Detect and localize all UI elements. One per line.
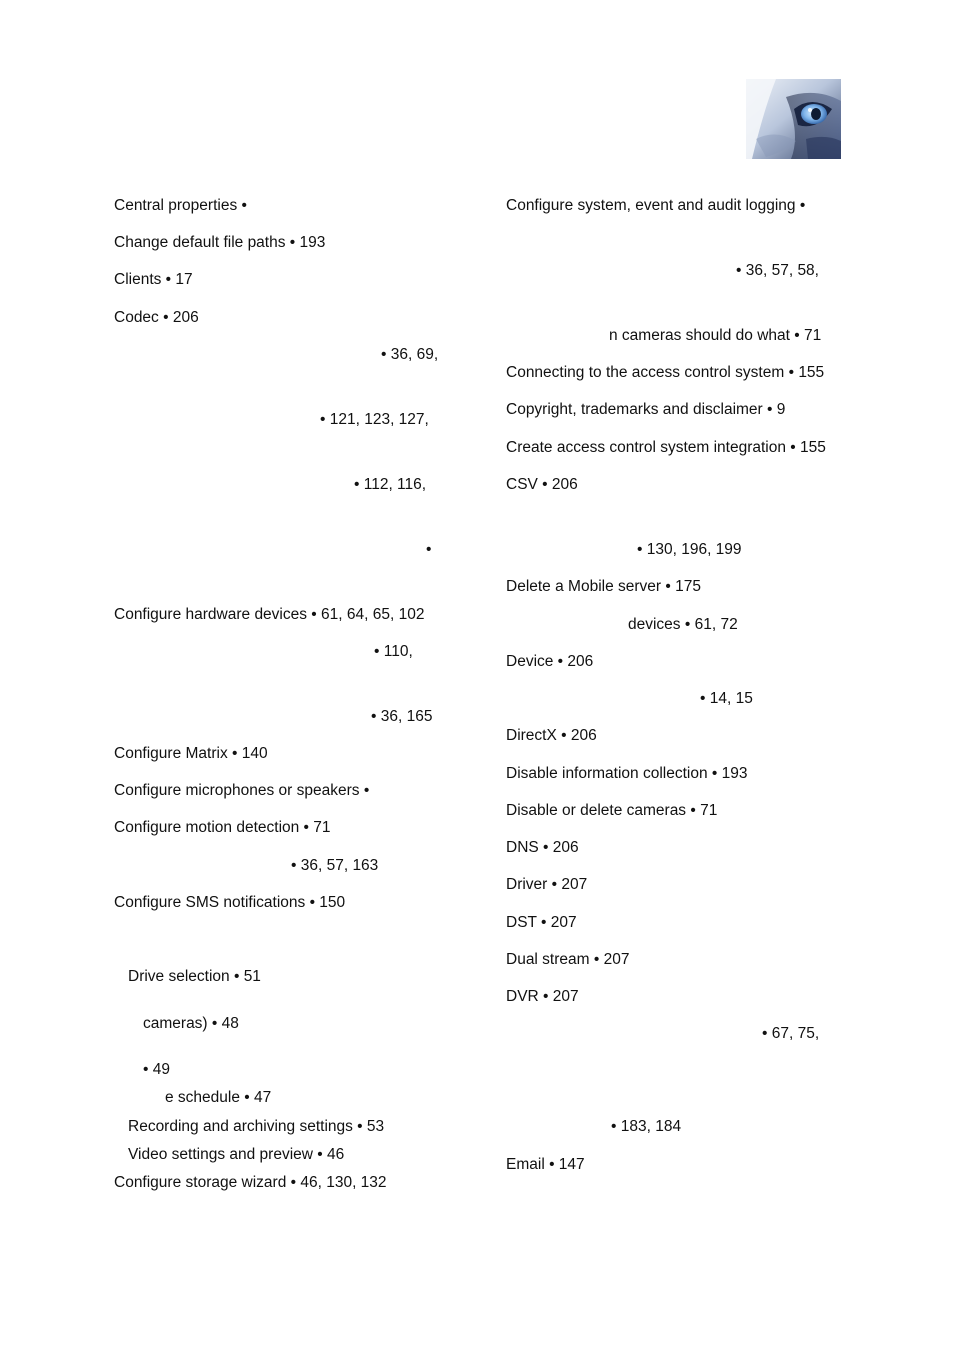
left-index-entry: Drive selection • 51 — [128, 968, 261, 985]
left-index-entry: Change default file paths • 193 — [114, 234, 326, 251]
left-index-entry: Video settings and preview • 46 — [128, 1146, 345, 1163]
right-index-entry: Copyright, trademarks and disclaimer • 9 — [506, 401, 786, 418]
right-index-entry: Dual stream • 207 — [506, 951, 630, 968]
right-index-entry: DirectX • 206 — [506, 727, 597, 744]
left-index-entry: Codec • 206 — [114, 309, 199, 326]
right-index-entry: Create access control system integration • 155 — [506, 439, 826, 456]
right-index-entry: DST • 207 — [506, 914, 577, 931]
right-index-entry: Delete a Mobile server • 175 — [506, 578, 701, 595]
right-index-entry: Configure system, event and audit logging • — [506, 197, 806, 214]
right-index-entry: • 183, 184 — [611, 1118, 682, 1135]
right-index-entry: Disable or delete cameras • 71 — [506, 802, 718, 819]
left-index-entry: • 36, 57, 163 — [291, 857, 379, 874]
left-index-entry: Configure motion detection • 71 — [114, 819, 331, 836]
left-index-entry: • 36, 165 — [371, 708, 433, 725]
left-index-entry: • 121, 123, 127, — [320, 411, 429, 428]
right-index-entry: • 14, 15 — [700, 690, 753, 707]
right-index-entry: • 67, 75, — [762, 1025, 820, 1042]
right-index-entry: Connecting to the access control system • 155 — [506, 364, 825, 381]
left-index-entry: Configure SMS notifications • 150 — [114, 894, 346, 911]
right-index-entry: • 130, 196, 199 — [637, 541, 742, 558]
right-index-entry: DVR • 207 — [506, 988, 579, 1005]
right-index-entry: devices • 61, 72 — [628, 616, 738, 633]
left-index-entry: Configure hardware devices • 61, 64, 65, 102 — [114, 606, 425, 623]
right-index-entry: Device • 206 — [506, 653, 594, 670]
right-index-entry: DNS • 206 — [506, 839, 579, 856]
left-index-entry: Configure Matrix • 140 — [114, 745, 268, 762]
left-index-entry: e schedule • 47 — [165, 1089, 272, 1106]
right-index-entry: Email • 147 — [506, 1156, 585, 1173]
left-index-entry: Central properties • — [114, 197, 247, 214]
right-index-entry: • 36, 57, 58, — [736, 262, 819, 279]
wolf-eye-logo — [746, 79, 841, 159]
left-index-entry: • 112, 116, — [354, 476, 427, 493]
right-index-entry: Driver • 207 — [506, 876, 588, 893]
left-index-entry: Clients • 17 — [114, 271, 193, 288]
left-index-entry: Configure storage wizard • 46, 130, 132 — [114, 1174, 387, 1191]
wolf-eye-icon — [746, 79, 841, 159]
left-index-entry: cameras) • 48 — [143, 1015, 239, 1032]
left-index-entry: • 110, — [374, 643, 413, 660]
right-index-entry: CSV • 206 — [506, 476, 578, 493]
right-index-entry: Disable information collection • 193 — [506, 765, 748, 782]
left-index-entry: Configure microphones or speakers • — [114, 782, 370, 799]
left-index-entry: • 36, 69, — [381, 346, 439, 363]
left-index-entry: • 49 — [143, 1061, 170, 1078]
left-index-entry: • — [426, 541, 432, 558]
left-index-entry: Recording and archiving settings • 53 — [128, 1118, 385, 1135]
right-index-entry: n cameras should do what • 71 — [609, 327, 822, 344]
